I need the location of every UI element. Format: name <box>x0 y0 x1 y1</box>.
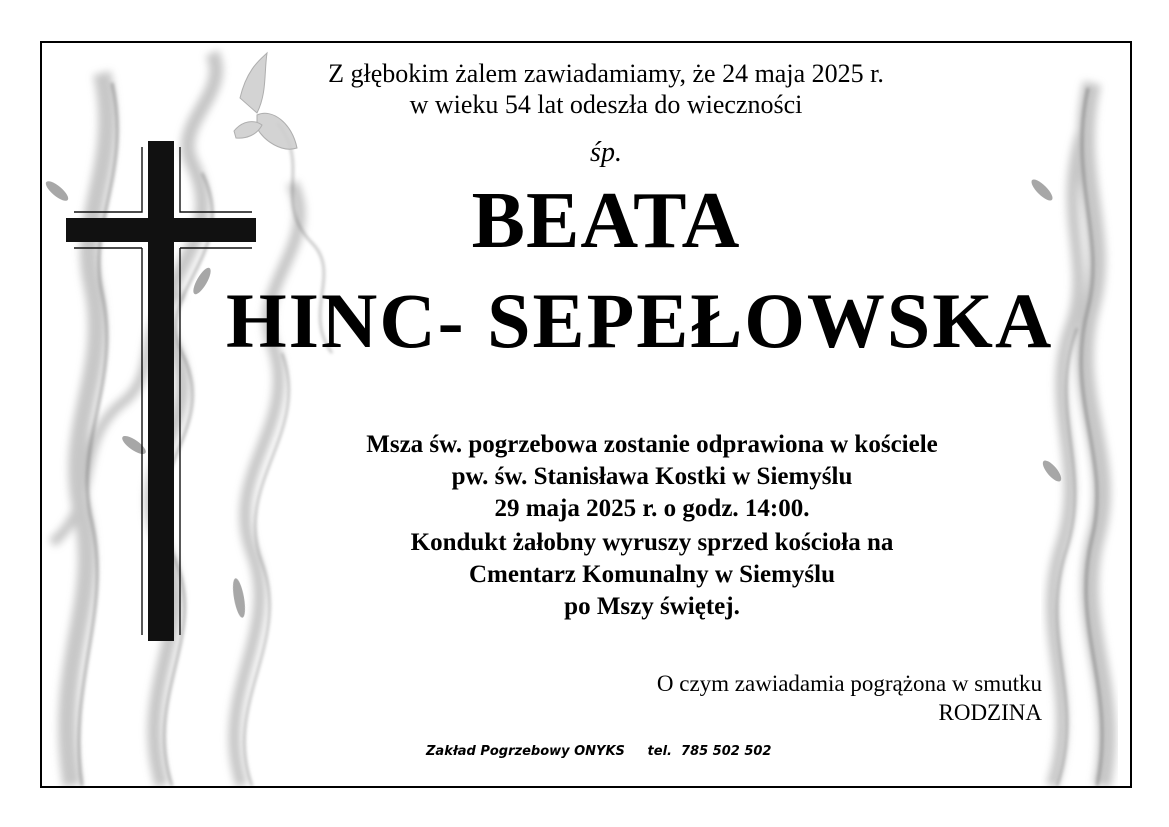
intro-line-1: Z głębokim żalem zawiadamiamy, że 24 maja 2025 r. <box>328 59 884 88</box>
obituary-card <box>40 41 1132 788</box>
first-name: BEATA <box>471 177 741 265</box>
intro-line-2: w wieku 54 lat odeszła do wieczności <box>409 90 803 119</box>
last-name: HINC- SEPEŁOWSKA <box>226 277 1054 364</box>
funeral-line: Cmentarz Komunalny w Siemyślu <box>469 561 835 588</box>
funeral-line: pw. św. Stanisława Kostki w Siemyślu <box>451 463 853 490</box>
funeral-line: 29 maja 2025 r. o godz. 14:00. <box>494 495 810 522</box>
name-prefix: śp. <box>590 137 622 168</box>
funeral-line: Msza św. pogrzebowa zostanie odprawiona w kościele <box>366 431 938 458</box>
signature: RODZINA <box>938 700 1042 725</box>
closing-line: O czym zawiadamia pogrążona w smutku <box>656 671 1042 696</box>
funeral-line: po Mszy świętej. <box>564 593 740 620</box>
funeral-home-footer: Zakład Pogrzebowy ONYKS tel. 785 502 502 <box>426 744 772 759</box>
funeral-line: Kondukt żałobny wyruszy sprzed kościoła na <box>410 529 894 556</box>
